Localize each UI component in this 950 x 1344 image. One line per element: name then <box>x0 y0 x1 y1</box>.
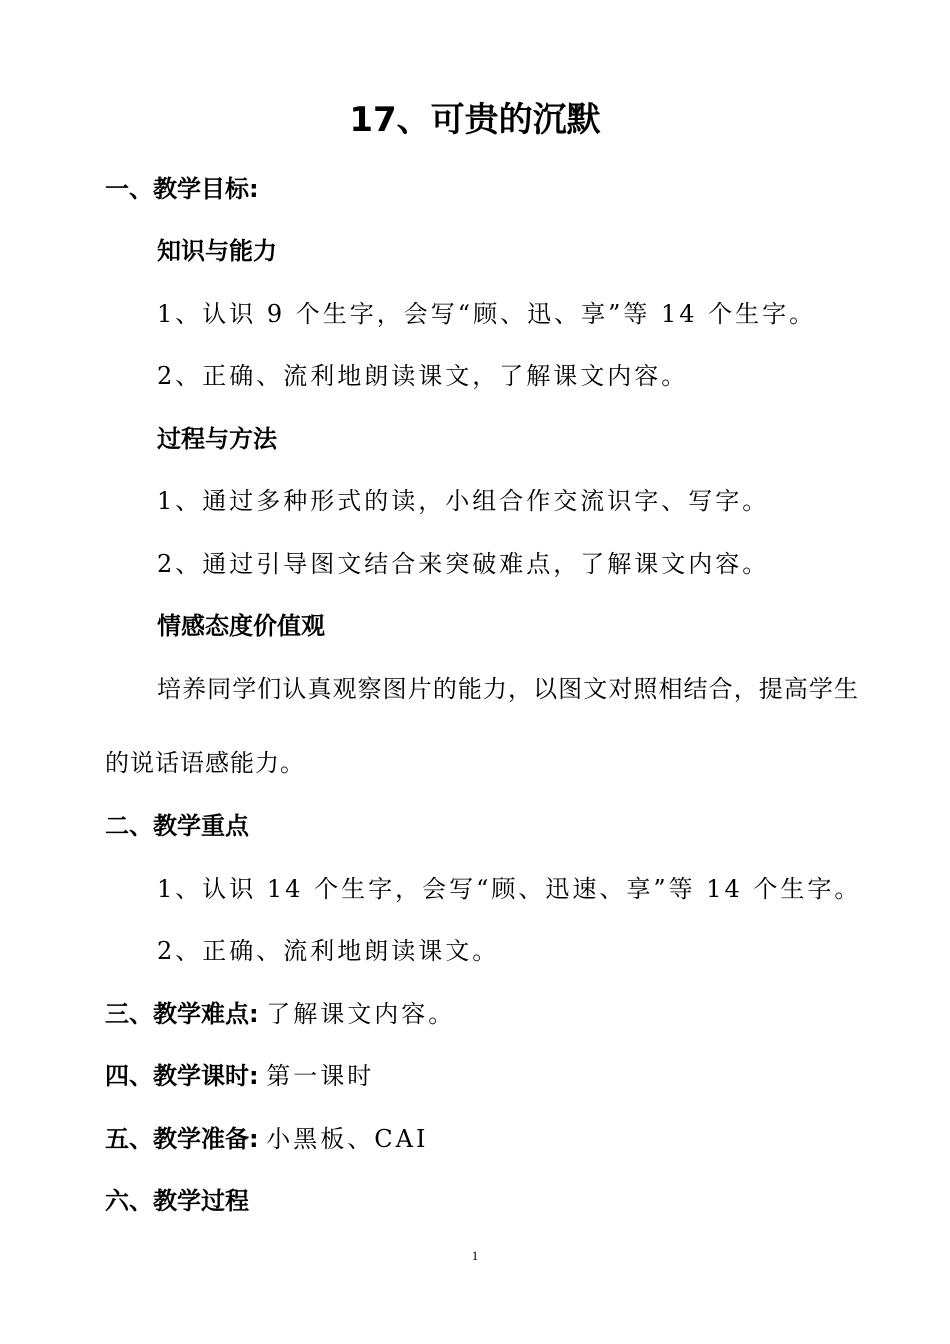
section-1-heading: 一、教学目标: <box>105 175 259 203</box>
section-5-value: 小黑板、CAI <box>266 1125 429 1153</box>
section-5-heading: 五、教学准备: <box>105 1125 259 1153</box>
knowledge-item-1: 1、认识 9 个生字，会写“顾、迅、享”等 14 个生字。 <box>157 300 817 328</box>
section-3-row <box>105 999 455 1029</box>
key-point-item-2: 2、正确、流利地朗读课文。 <box>157 937 500 965</box>
emotion-paragraph-line-2: 的说话语感能力。 <box>105 749 305 777</box>
key-point-item-1: 1、认识 14 个生字，会写“顾、迅速、享”等 14 个生字。 <box>157 875 862 903</box>
page-number: 1 <box>471 1248 479 1263</box>
section-4-value: 第一课时 <box>266 1062 375 1090</box>
process-item-1: 1、通过多种形式的读，小组合作交流识字、写字。 <box>157 487 770 515</box>
document-title: 17、可贵的沉默 <box>349 100 601 140</box>
emotion-paragraph-line-1: 培养同学们认真观察图片的能力，以图文对照相结合，提高学生 <box>157 675 859 703</box>
section-5-row <box>105 1124 428 1154</box>
process-heading: 过程与方法 <box>157 425 277 453</box>
section-6-heading: 六、教学过程 <box>105 1187 249 1215</box>
section-2-heading: 二、教学重点 <box>105 812 249 840</box>
process-item-2: 2、通过引导图文结合来突破难点，了解课文内容。 <box>157 550 770 578</box>
section-3-heading: 三、教学难点: <box>105 1000 259 1028</box>
section-4-heading: 四、教学课时: <box>105 1062 259 1090</box>
knowledge-item-2: 2、正确、流利地朗读课文，了解课文内容。 <box>157 362 689 390</box>
knowledge-heading: 知识与能力 <box>157 237 277 265</box>
section-4-row <box>105 1061 374 1091</box>
emotion-heading: 情感态度价值观 <box>157 612 325 640</box>
section-3-value: 了解课文内容。 <box>266 1000 456 1028</box>
